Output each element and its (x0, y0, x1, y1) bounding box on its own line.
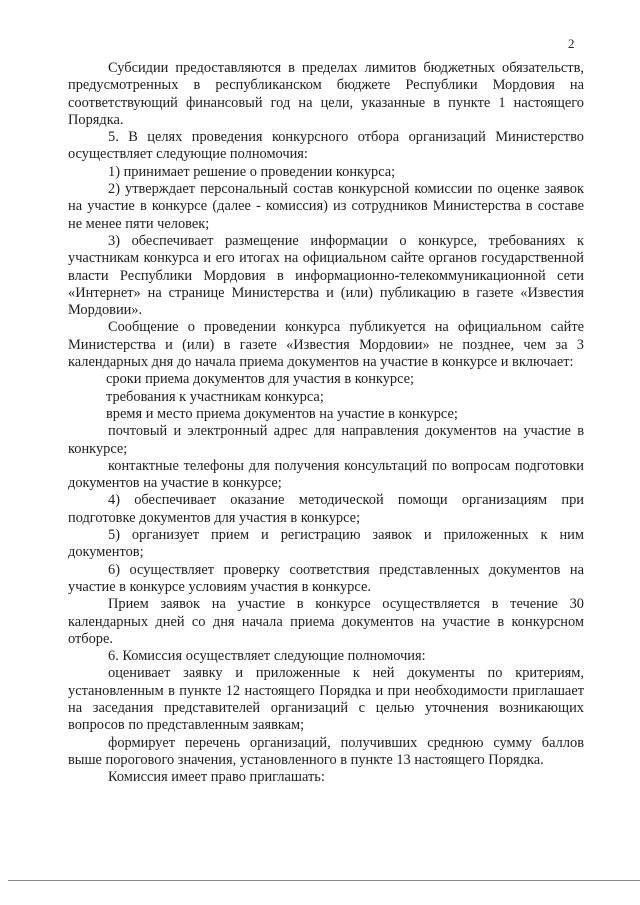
paragraph-commission-rights: Комиссия имеет право приглашать: (108, 769, 325, 786)
announcement-item-deadlines: сроки приема документов для участия в конкурсе; (106, 371, 415, 388)
list-item-2: 2) утверждает персональный состав конкурсной комиссии по оценке заявок на участие в конкурсе (далее - комиссия) из сотрудников Министерства в составе не менее пяти человек; (68, 181, 584, 232)
paragraph-subsidies: Субсидии предоставляются в пределах лимитов бюджетных обязательств, предусмотренных в республиканском бюджете Республики Мордовия на соответствующий финансовый год на цели, указанные в пункте 1 настоящего Порядка. (68, 60, 584, 128)
list-item-1: 1) принимает решение о проведении конкурса; (108, 163, 396, 180)
paragraph-announcement: Сообщение о проведении конкурса публикуется на официальном сайте Министерства и (или) в газете «Известия Мордовии» не позднее, чем за 3 календарных дня до начала приема документов на участие в конкурсе и включает: (68, 319, 584, 371)
announcement-item-address: почтовый и электронный адрес для направления документов на участие в конкурсе; (68, 423, 584, 457)
list-item-5: 5) организует прием и регистрацию заявок и приложенных к ним документов; (68, 527, 584, 561)
list-item-6: 6) осуществляет проверку соответствия представленных документов на участие в конкурсе условиям участия в конкурсе. (68, 561, 584, 595)
list-item-3: 3) обеспечивает размещение информации о конкурсе, требованиях к участникам конкурса и его итогах на официальном сайте органов государственной власти Республики Мордовия в информационно-телекоммуникационной сети «Интернет» на странице Министерства и (или) публикацию в газете «Известия Мордовии». (68, 232, 584, 319)
paragraph-6-intro: 6. Комиссия осуществляет следующие полномочия: (108, 648, 426, 665)
announcement-item-requirements: требования к участникам конкурса; (106, 388, 324, 405)
announcement-item-phones: контактные телефоны для получения консультаций по вопросам подготовки документов на участие в конкурсе; (68, 457, 584, 492)
announcement-item-time-place: время и место приема документов на участие в конкурсе; (106, 405, 458, 422)
list-item-4: 4) обеспечивает оказание методической помощи организациям при подготовке документов для участия в конкурсе; (68, 492, 584, 526)
bottom-border-line (8, 880, 640, 881)
document-body (68, 60, 584, 786)
commission-item-evaluate: оценивает заявку и приложенные к ней документы по критериям, установленным в пункте 12 настоящего Порядка и при необходимости приглашает на заседания представителей организаций с целью уточнения возникающих вопросов по представленным заявкам; (68, 665, 584, 734)
paragraph-reception: Прием заявок на участие в конкурсе осуществляется в течение 30 календарных дней со дня начала приема документов на участие в конкурсном отборе. (68, 596, 584, 647)
page-number: 2 (568, 36, 575, 51)
commission-item-list: формирует перечень организаций, получивших среднюю сумму баллов выше порогового значения, установленного в пункте 13 настоящего Порядка. (68, 734, 584, 768)
paragraph-5-intro: 5. В целях проведения конкурсного отбора организаций Министерство осуществляет следующие полномочия: (68, 129, 584, 163)
